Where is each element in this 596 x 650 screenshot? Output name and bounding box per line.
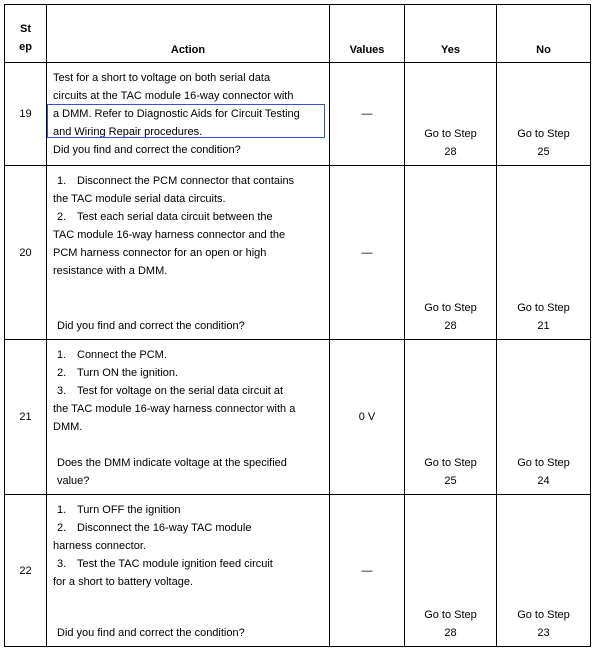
yes-goto-step: 28 xyxy=(444,627,457,639)
action-item-cont: TAC module 16-way harness connector and the xyxy=(53,229,286,241)
action-cell xyxy=(47,495,330,647)
step-number: 20 xyxy=(5,166,47,340)
yes-goto-step: 28 xyxy=(444,146,457,158)
action-item: 3. Test the TAC module ignition feed circuit xyxy=(57,558,273,570)
step-number: 22 xyxy=(5,495,47,647)
yes-header: Yes xyxy=(405,5,497,63)
action-item: 1. Connect the PCM. xyxy=(57,349,167,361)
header-row xyxy=(5,5,591,63)
action-item-cont: the TAC module serial data circuits. xyxy=(53,193,226,205)
action-item-cont: resistance with a DMM. xyxy=(53,265,168,277)
action-item: 2. Test each serial data circuit between the xyxy=(57,211,273,223)
action-cell xyxy=(47,166,330,340)
value-cell: — xyxy=(330,166,405,340)
action-item: 2. Disconnect the 16-way TAC module xyxy=(57,522,252,534)
diagnostic-table xyxy=(4,4,591,647)
step-header-line2: ep xyxy=(19,41,32,53)
table-row xyxy=(5,495,591,647)
step-number: 19 xyxy=(5,63,47,166)
action-item-cont: DMM. xyxy=(53,421,83,433)
no-goto-label: Go to Step xyxy=(517,609,570,621)
action-line: and Wiring Repair procedures. xyxy=(53,126,203,138)
no-cell[interactable] xyxy=(497,495,591,647)
table-row xyxy=(5,340,591,495)
step-number: 21 xyxy=(5,340,47,495)
table-row xyxy=(5,63,591,166)
action-header: Action xyxy=(47,5,330,63)
yes-goto-label: Go to Step xyxy=(424,128,477,140)
no-goto-label: Go to Step xyxy=(517,457,570,469)
action-question: Did you find and correct the condition? xyxy=(57,627,245,639)
action-cell xyxy=(47,340,330,495)
action-question: Does the DMM indicate voltage at the specified value? xyxy=(57,457,287,487)
step-header xyxy=(5,5,47,63)
action-item: 1. Turn OFF the ignition xyxy=(57,504,181,516)
no-cell[interactable] xyxy=(497,340,591,495)
action-item-cont: the TAC module 16-way harness connector with a xyxy=(53,403,296,415)
table-row xyxy=(5,166,591,340)
action-item-cont: harness connector. xyxy=(53,540,146,552)
action-item: 3. Test for voltage on the serial data circuit at xyxy=(57,385,284,397)
yes-cell[interactable] xyxy=(405,63,497,166)
no-cell[interactable] xyxy=(497,63,591,166)
value-cell: — xyxy=(330,495,405,647)
yes-goto-step: 25 xyxy=(444,475,457,487)
yes-goto-label: Go to Step xyxy=(424,457,477,469)
action-cell xyxy=(47,63,330,166)
values-header: Values xyxy=(330,5,405,63)
no-cell[interactable] xyxy=(497,166,591,340)
value-cell: — xyxy=(330,63,405,166)
no-goto-label: Go to Step xyxy=(517,302,570,314)
step-header-line1: St xyxy=(20,23,31,35)
action-line: Test for a short to voltage on both serial data xyxy=(53,72,271,84)
action-line: a DMM. Refer to Diagnostic Aids for Circuit Testing xyxy=(53,108,300,120)
action-question: Did you find and correct the condition? xyxy=(53,144,241,156)
no-goto-step: 25 xyxy=(537,146,550,158)
no-goto-step: 21 xyxy=(537,320,550,332)
yes-cell[interactable] xyxy=(405,495,497,647)
no-goto-step: 23 xyxy=(537,627,550,639)
yes-cell[interactable] xyxy=(405,166,497,340)
action-item-cont: PCM harness connector for an open or high xyxy=(53,247,267,259)
action-item-cont: for a short to battery voltage. xyxy=(53,576,194,588)
action-item: 2. Turn ON the ignition. xyxy=(57,367,179,379)
value-cell: 0 V xyxy=(330,340,405,495)
action-question: Did you find and correct the condition? xyxy=(57,320,245,332)
no-header: No xyxy=(497,5,591,63)
action-line: circuits at the TAC module 16-way connector with xyxy=(53,90,294,102)
no-goto-step: 24 xyxy=(537,475,550,487)
yes-goto-label: Go to Step xyxy=(424,302,477,314)
yes-cell[interactable] xyxy=(405,340,497,495)
yes-goto-label: Go to Step xyxy=(424,609,477,621)
action-item: 1. Disconnect the PCM connector that contains xyxy=(57,175,295,187)
no-goto-label: Go to Step xyxy=(517,128,570,140)
yes-goto-step: 28 xyxy=(444,320,457,332)
